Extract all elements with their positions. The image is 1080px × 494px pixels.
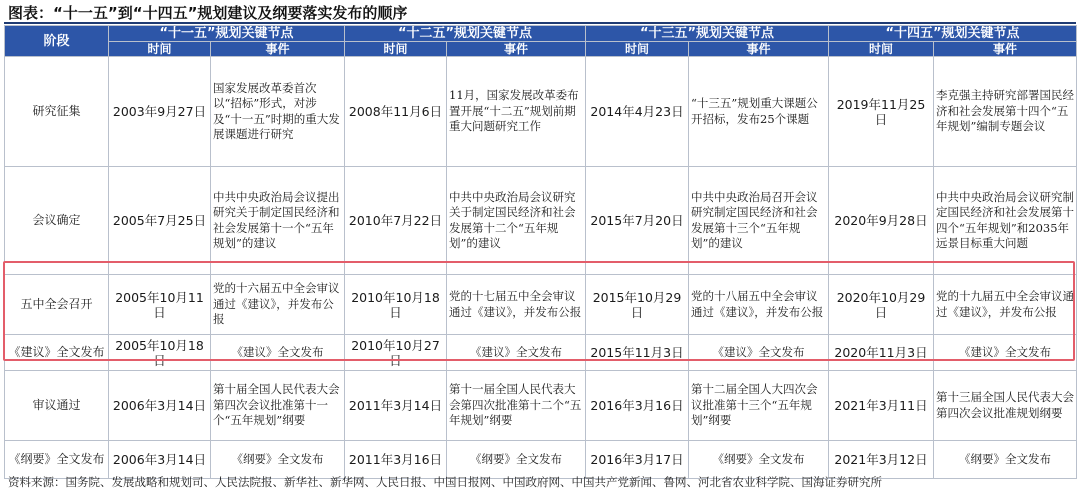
date-cell: 2016年3月16日 — [586, 371, 689, 441]
event-column-header: 事件 — [689, 42, 829, 57]
date-cell: 2019年11月25日 — [829, 57, 934, 167]
date-cell: 2020年11月3日 — [829, 335, 934, 371]
plan-header-13th: “十三五”规划关键节点 — [586, 26, 829, 42]
event-cell: 第十二届全国人大四次会议批准第十三个“五年规划”纲要 — [689, 371, 829, 441]
event-column-header: 事件 — [211, 42, 345, 57]
event-cell: 党的十九届五中全会审议通过《建议》，并发布公报 — [934, 275, 1077, 335]
event-cell: 党的十八届五中全会审议通过《建议》，并发布公报 — [689, 275, 829, 335]
event-cell: 11月，国家发展改革委布置开展“十二五”规划前期重大问题研究工作 — [447, 57, 586, 167]
table-row-outline-release — [5, 441, 1077, 479]
event-cell: 第十届全国人民代表大会第四次会议批准第十一个“五年规划”纲要 — [211, 371, 345, 441]
date-cell: 2011年3月16日 — [345, 441, 447, 479]
event-cell: 中共中央政治局召开会议研究制定国民经济和社会发展第十三个“五年规划”的建议 — [689, 167, 829, 275]
stage-cell: 《纲要》全文发布 — [5, 441, 109, 479]
planning-timeline-table — [4, 25, 1077, 479]
plan-header-11th: “十一五”规划关键节点 — [109, 26, 345, 42]
table-row-proposal-release — [5, 335, 1077, 371]
date-cell: 2021年3月11日 — [829, 371, 934, 441]
header-row-plans — [5, 26, 1077, 42]
event-cell: 《建议》全文发布 — [689, 335, 829, 371]
event-cell: 《建议》全文发布 — [211, 335, 345, 371]
time-column-header: 时间 — [109, 42, 211, 57]
date-cell: 2005年10月11日 — [109, 275, 211, 335]
date-cell: 2016年3月17日 — [586, 441, 689, 479]
event-cell: 国家发展改革委首次以“招标”形式，对涉及“十一五”时期的重大发展课题进行研究 — [211, 57, 345, 167]
event-cell: 第十三届全国人民代表大会第四次会议批准规划纲要 — [934, 371, 1077, 441]
source-note: 资料来源：国务院、发展战略和规划司、人民法院报、新华社、新华网、人民日报、中国日报网、中国政府网、中国共产党新闻、鲁网、河北省农业科学院、国海证券研究所 — [8, 475, 882, 489]
plan-header-12th: “十二五”规划关键节点 — [345, 26, 586, 42]
event-cell: 《建议》全文发布 — [447, 335, 586, 371]
event-cell: 《纲要》全文发布 — [447, 441, 586, 479]
figure-title: 图表：“十一五”到“十四五”规划建议及纲要落实发布的顺序 — [8, 4, 408, 22]
date-cell: 2010年10月27日 — [345, 335, 447, 371]
stage-cell: 审议通过 — [5, 371, 109, 441]
date-cell: 2005年10月18日 — [109, 335, 211, 371]
plan-header-14th: “十四五”规划关键节点 — [829, 26, 1077, 42]
event-cell: 《建议》全文发布 — [934, 335, 1077, 371]
date-cell: 2006年3月14日 — [109, 441, 211, 479]
event-cell: 中共中央政治局会议研究制定国民经济和社会发展第十四个“五年规划”和2035年远景目标重大问题 — [934, 167, 1077, 275]
date-cell: 2010年10月18日 — [345, 275, 447, 335]
title-underline — [4, 22, 1076, 24]
date-cell: 2014年4月23日 — [586, 57, 689, 167]
event-cell: 第十一届全国人民代表大会第四次批准第十二个“五年规划”纲要 — [447, 371, 586, 441]
date-cell: 2010年7月22日 — [345, 167, 447, 275]
time-column-header: 时间 — [829, 42, 934, 57]
event-cell: 中共中央政治局会议提出研究关于制定国民经济和社会发展第十一个“五年规划”的建议 — [211, 167, 345, 275]
header-row-columns — [5, 42, 1077, 57]
stage-cell: 五中全会召开 — [5, 275, 109, 335]
stage-cell: 研究征集 — [5, 57, 109, 167]
date-cell: 2005年7月25日 — [109, 167, 211, 275]
time-column-header: 时间 — [345, 42, 447, 57]
stage-cell: 《建议》全文发布 — [5, 335, 109, 371]
date-cell: 2015年10月29日 — [586, 275, 689, 335]
table-row-research — [5, 57, 1077, 167]
stage-column-header: 阶段 — [5, 26, 109, 57]
date-cell: 2021年3月12日 — [829, 441, 934, 479]
event-cell: 党的十六届五中全会审议通过《建议》，并发布公报 — [211, 275, 345, 335]
event-cell: 中共中央政治局会议研究关于制定国民经济和社会发展第十二个“五年规划”的建议 — [447, 167, 586, 275]
event-cell: 李克强主持研究部署国民经济和社会发展第十四个“五年规划”编制专题会议 — [934, 57, 1077, 167]
event-cell: 《纲要》全文发布 — [934, 441, 1077, 479]
date-cell: 2015年11月3日 — [586, 335, 689, 371]
event-cell: 党的十七届五中全会审议通过《建议》，并发布公报 — [447, 275, 586, 335]
event-cell: 《纲要》全文发布 — [689, 441, 829, 479]
event-column-header: 事件 — [447, 42, 586, 57]
stage-cell: 会议确定 — [5, 167, 109, 275]
table-row-plenum — [5, 275, 1077, 335]
date-cell: 2003年9月27日 — [109, 57, 211, 167]
date-cell: 2011年3月14日 — [345, 371, 447, 441]
date-cell: 2008年11月6日 — [345, 57, 447, 167]
time-column-header: 时间 — [586, 42, 689, 57]
date-cell: 2015年7月20日 — [586, 167, 689, 275]
date-cell: 2020年10月29日 — [829, 275, 934, 335]
table-row-approval — [5, 371, 1077, 441]
date-cell: 2020年9月28日 — [829, 167, 934, 275]
table-row-meeting — [5, 167, 1077, 275]
date-cell: 2006年3月14日 — [109, 371, 211, 441]
event-cell: 《纲要》全文发布 — [211, 441, 345, 479]
event-cell: “十三五”规划重大课题公开招标，发布25个课题 — [689, 57, 829, 167]
event-column-header: 事件 — [934, 42, 1077, 57]
